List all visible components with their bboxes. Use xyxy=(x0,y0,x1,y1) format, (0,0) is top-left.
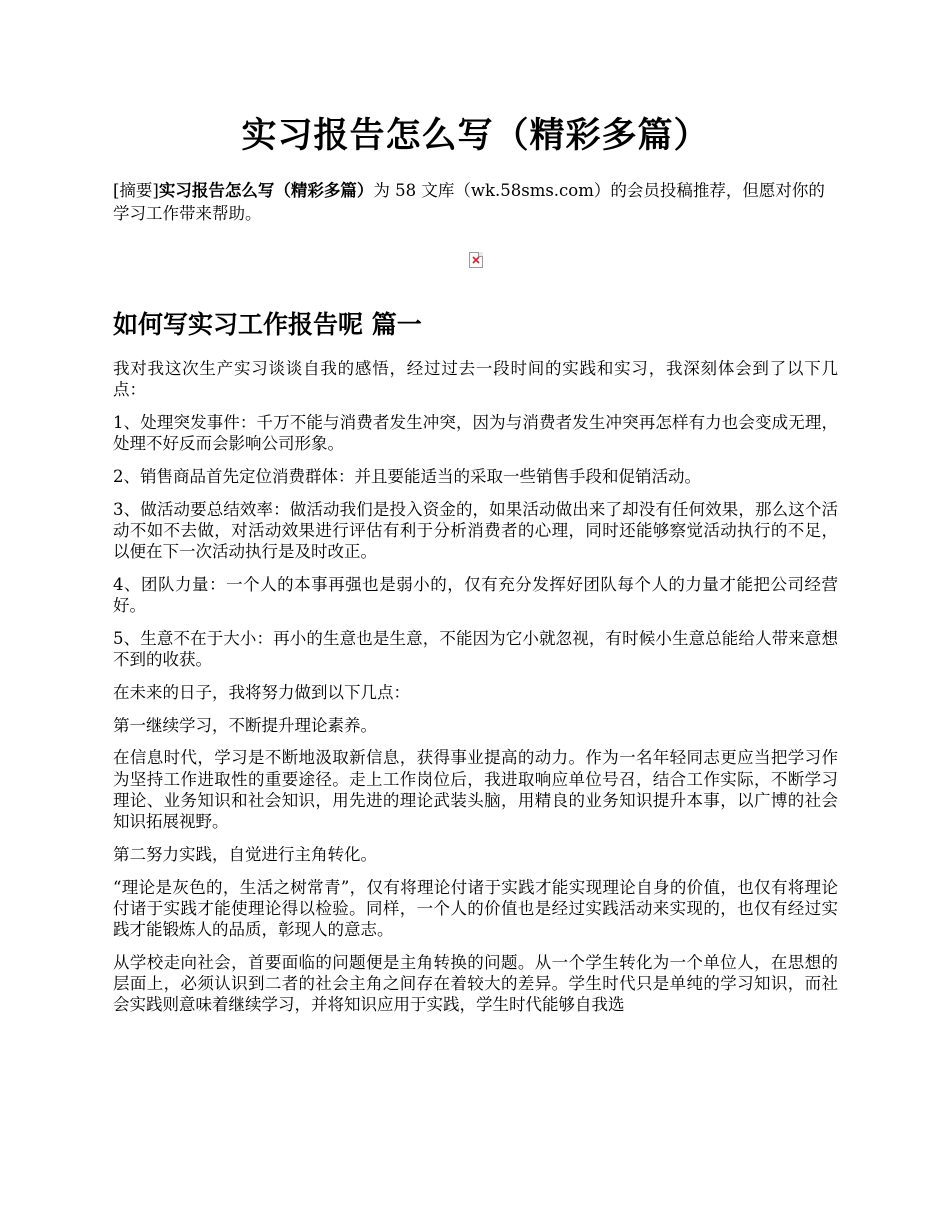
paragraph: 从学校走向社会，首要面临的问题便是主角转换的问题。从一个学生转化为一个单位人，在思想的层面上，必须认识到二者的社会主角之间存在着较大的差异。学生时代只是单纯的学习知识，而社会实践则意味着继续学习，并将知识应用于实践，学生时代能够自我选 xyxy=(113,952,838,1015)
paragraph: 4、团队力量：一个人的本事再强也是弱小的，仅有充分发挥好团队每个人的力量才能把公司经营好。 xyxy=(113,574,838,616)
abstract-text: 为 58 文库（wk.58sms.com）的会员投稿推荐，但愿对你的学习工作带来帮助。 xyxy=(113,181,825,223)
paragraph: “理论是灰色的，生活之树常青”，仅有将理论付诸于实践才能实现理论自身的价值，也仅有将理论付诸于实践才能使理论得以检验。同样，一个人的价值也是经过实践活动来实现的，也仅有经过实践才能锻炼人的品质，彰现人的意志。 xyxy=(113,877,838,940)
paragraph: 第一继续学习，不断提升理论素养。 xyxy=(113,715,377,735)
abstract-prefix: [摘要] xyxy=(113,181,159,200)
paragraph: 我对我这次生产实习谈谈自我的感悟，经过过去一段时间的实践和实习，我深刻体会到了以下几点： xyxy=(113,359,838,400)
broken-image-icon xyxy=(469,252,483,268)
paragraph: 1、处理突发事件：千万不能与消费者发生冲突，因为与消费者发生冲突再怎样有力也会变成无理，处理不好反而会影响公司形象。 xyxy=(113,412,838,454)
paragraph: 第二努力实践，自觉进行主角转化。 xyxy=(113,844,377,864)
body-text xyxy=(113,358,838,1016)
paragraph: 2、销售商品首先定位消费群体：并且要能适当的采取一些销售手段和促销活动。 xyxy=(113,466,701,486)
document-title: 实习报告怎么写（精彩多篇） xyxy=(241,115,710,156)
paragraph: 在未来的日子，我将努力做到以下几点： xyxy=(113,682,410,702)
abstract-bold-title: 实习报告怎么写（精彩多篇） xyxy=(158,181,374,200)
abstract xyxy=(113,179,838,225)
image-placeholder xyxy=(113,252,838,272)
paragraph: 在信息时代，学习是不断地汲取新信息，获得事业提高的动力。作为一名年轻同志更应当把学习作为坚持工作进取性的重要途径。走上工作岗位后，我进取响应单位号召，结合工作实际，不断学习理论、业务知识和社会知识，用先进的理论武装头脑，用精良的业务知识提升本事，以广博的社会知识拓展视野。 xyxy=(113,748,838,832)
document-page xyxy=(113,108,838,1027)
paragraph: 5、生意不在于大小：再小的生意也是生意，不能因为它小就忽视，有时候小生意总能给人带来意想不到的收获。 xyxy=(113,628,838,670)
paragraph: 3、做活动要总结效率：做活动我们是投入资金的，如果活动做出来了却没有任何效果，那么这个活动不如不去做，对活动效果进行评估有利于分析消费者的心理，同时还能够察觉活动执行的不足，以便在下一次活动执行是及时改正。 xyxy=(113,499,838,562)
section-heading: 如何写实习工作报告呢 篇一 xyxy=(113,310,422,339)
